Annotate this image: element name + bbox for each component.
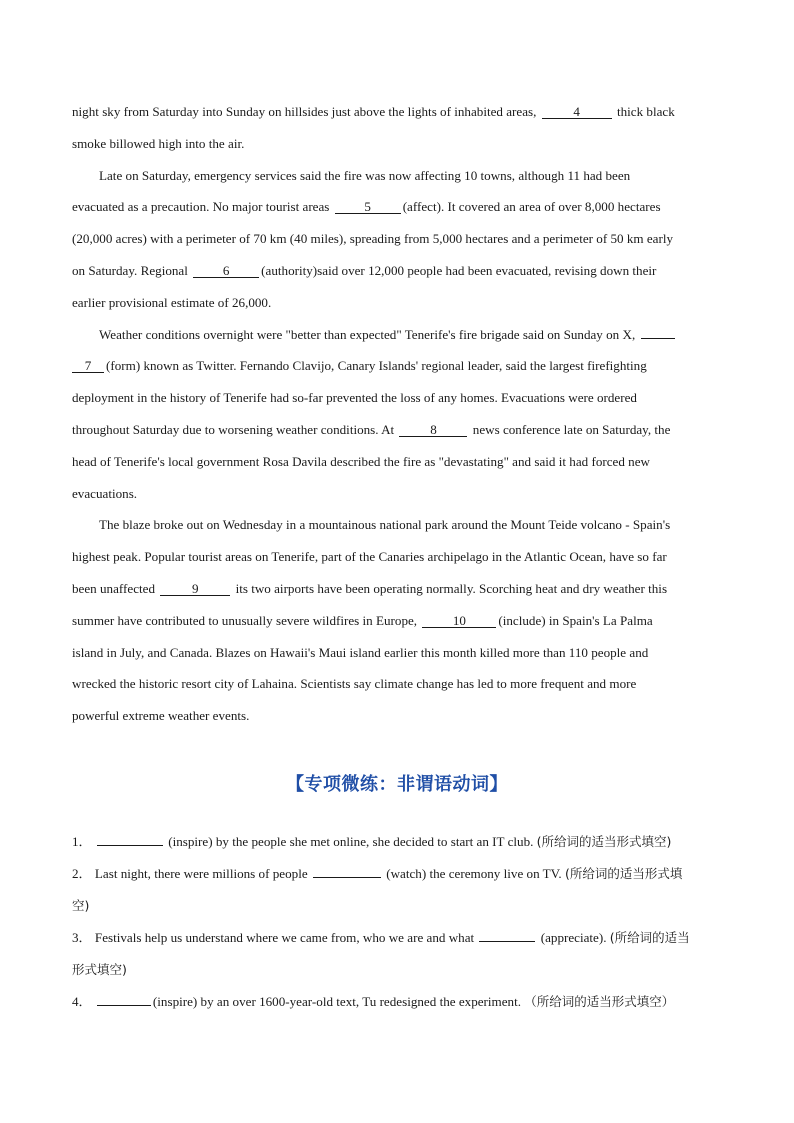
answer-blank[interactable] (97, 992, 151, 1006)
text: (inspire) by an over 1600-year-old text, Tu redesigned the experiment. (152, 994, 522, 1009)
item-number: 3． (72, 930, 92, 945)
exercise-list (72, 826, 727, 1018)
passage (72, 96, 722, 732)
passage-line (72, 637, 722, 669)
passage-line (72, 160, 722, 192)
text: deployment in the history of Tenerife had so-far prevented the loss of any homes. Evacuations were ordered (72, 390, 637, 406)
section-heading: 【专项微练：非谓语动词】 (286, 774, 508, 795)
text: The blaze broke out on Wednesday in a mountainous national park around the Mount Teide volcano - Spain's (99, 517, 671, 533)
instruction: (所给词的适当形式填空) (536, 834, 672, 849)
text: Festivals help us understand where we came from, who we are and what (94, 930, 475, 945)
passage-line (72, 668, 722, 700)
answer-blank[interactable] (97, 832, 163, 846)
text: head of Tenerife's local government Rosa Davila described the fire as "devastating" and said it had forced new (72, 453, 650, 469)
text: highest peak. Popular tourist areas on Tenerife, part of the Canaries archipelago in the Atlantic Ocean, have so far (72, 549, 667, 565)
passage-line (72, 509, 722, 541)
blank-4: 4 (542, 105, 612, 119)
item-number: 4． (72, 994, 92, 1009)
passage-line (72, 573, 722, 605)
blank-7: 7 (72, 359, 104, 373)
text: (watch) the ceremony live on TV. (386, 866, 562, 881)
passage-line (72, 605, 722, 637)
text: Weather conditions overnight were "better than expected" Tenerife's fire brigade said on Sunday on X, (99, 326, 636, 342)
text: island in July, and Canada. Blazes on Hawaii's Maui island earlier this month killed more than 110 people and (72, 644, 649, 660)
passage-line (72, 382, 722, 414)
passage-line (72, 350, 722, 382)
text: throughout Saturday due to worsening weather conditions. At (72, 421, 395, 437)
passage-line (72, 223, 722, 255)
passage-line (72, 414, 722, 446)
answer-blank[interactable] (313, 864, 381, 878)
item-number: 1． (72, 834, 92, 849)
passage-line (72, 700, 722, 732)
exercise-item (72, 986, 727, 1018)
text: summer have contributed to unusually severe wildfires in Europe, (72, 612, 418, 628)
blank-7-start (641, 325, 675, 339)
text: news conference late on Saturday, the (472, 421, 671, 437)
instruction: 空) (72, 898, 90, 913)
text: Late on Saturday, emergency services said the fire was now affecting 10 towns, although 11 had been (99, 167, 631, 183)
text: on Saturday. Regional (72, 262, 188, 278)
instruction: 形式填空) (72, 962, 127, 977)
blank-6: 6 (193, 264, 259, 278)
blank-10: 10 (422, 614, 496, 628)
passage-line (72, 478, 722, 510)
blank-8: 8 (399, 423, 467, 437)
blank-5: 5 (335, 200, 401, 214)
text: thick black (616, 104, 675, 119)
instruction: (所给词的适当形式填 (564, 866, 683, 881)
passage-line (72, 255, 722, 287)
text: (appreciate). (540, 930, 607, 945)
text: Last night, there were millions of people (94, 866, 308, 881)
text: its two airports have been operating normally. Scorching heat and dry weather this (235, 580, 668, 596)
passage-line (72, 319, 722, 351)
passage-line (72, 541, 722, 573)
answer-blank[interactable] (479, 928, 535, 942)
passage-line (72, 96, 722, 128)
text: night sky from Saturday into Sunday on hillsides just above the lights of inhabited areas, (72, 104, 537, 119)
text: powerful extreme weather events. (72, 708, 250, 724)
text: (20,000 acres) with a perimeter of 70 km (40 miles), spreading from 5,000 hectares and a perimeter of 50 km early (72, 231, 674, 247)
instruction: (所给词的适当 (609, 930, 690, 945)
text: been unaffected (72, 580, 155, 596)
passage-line (72, 128, 722, 160)
instruction: （所给词的适当形式填空） (524, 994, 675, 1009)
exercise-item-continued (72, 954, 727, 986)
text: earlier provisional estimate of 26,000. (72, 294, 272, 310)
text: evacuations. (72, 485, 138, 501)
text: smoke billowed high into the air. (72, 135, 245, 151)
exercise-item-continued (72, 890, 727, 922)
passage-line (72, 287, 722, 319)
item-number: 2． (72, 866, 92, 881)
text: wrecked the historic resort city of Lahaina. Scientists say climate change has led to more frequent and more (72, 676, 637, 692)
text: (authority)said over 12,000 people had been evacuated, revising down their (261, 262, 657, 278)
exercise-item (72, 858, 727, 890)
exercise-item (72, 826, 727, 858)
text: (affect). It covered an area of over 8,000 hectares (402, 199, 661, 215)
text: (form) known as Twitter. Fernando Clavijo, Canary Islands' regional leader, said the largest firefighting (106, 358, 647, 374)
passage-line (72, 446, 722, 478)
text: (inspire) by the people she met online, she decided to start an IT club. (168, 834, 534, 849)
passage-line (72, 191, 722, 223)
exercise-item (72, 922, 727, 954)
blank-9: 9 (160, 582, 230, 596)
text: evacuated as a precaution. No major tourist areas (72, 199, 330, 215)
text: (include) in Spain's La Palma (498, 612, 653, 628)
